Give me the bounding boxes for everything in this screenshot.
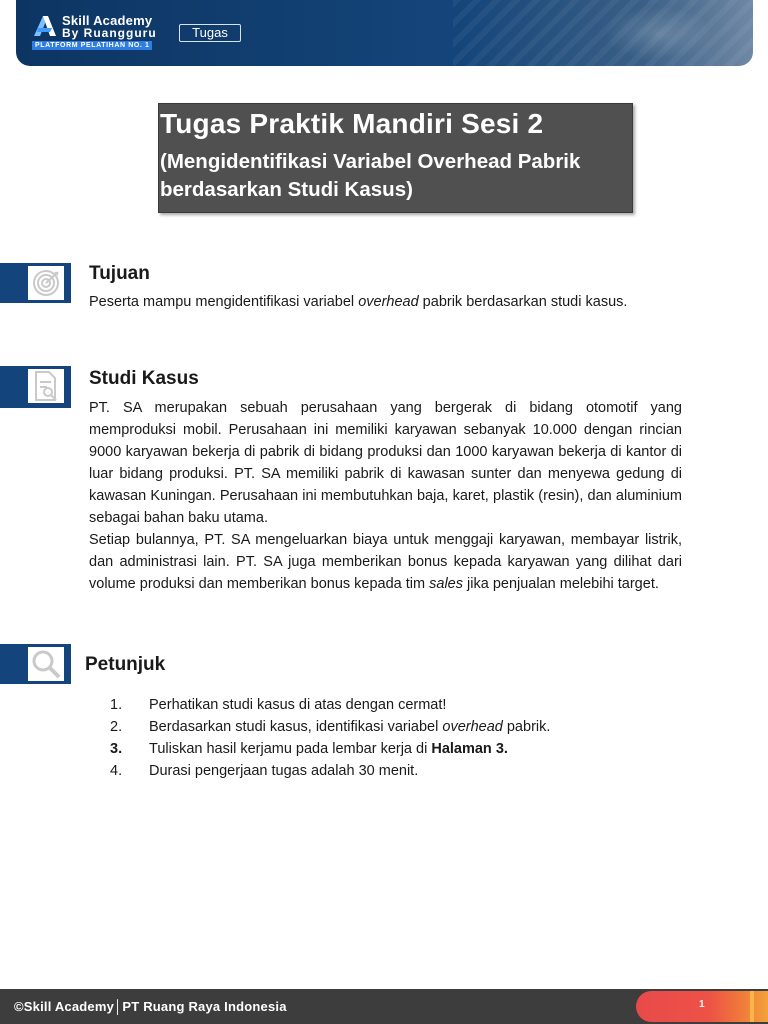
list-item (110, 716, 670, 738)
brand-by: By Ruangguru (62, 26, 157, 40)
tab-tugas[interactable]: Tugas (179, 24, 241, 42)
section-heading-tujuan: Tujuan (89, 263, 150, 284)
list-item-text: Berdasarkan studi kasus, identifikasi variabel overhead pabrik. (149, 719, 551, 735)
list-item-number: 2. (110, 719, 123, 735)
section-heading-studi-kasus: Studi Kasus (89, 368, 199, 389)
page-subtitle: (Mengidentifikasi Variabel Overhead Pabrik berdasarkan Studi Kasus) (160, 150, 581, 201)
document-search-icon (31, 370, 61, 402)
magnifier-icon (30, 648, 62, 680)
footer-bar (0, 989, 768, 1024)
studi-kasus-paragraph-2: Setiap bulannya, PT. SA mengeluarkan biaya untuk menggaji karyawan, membayar listrik, dan administrasi lain. PT. SA juga memberikan bonus kepada karyawan yang dilihat dari volume produksi dan memberikan bonus kepada tim sales jika penjualan melebihi target. (89, 532, 682, 592)
list-item-number: 4. (110, 763, 123, 779)
list-item-text: Perhatikan studi kasus di atas dengan cermat! (149, 697, 447, 713)
list-item-text: Durasi pengerjaan tugas adalah 30 menit. (149, 763, 419, 779)
skill-academy-logo-icon (32, 14, 58, 38)
section-marker-studi-kasus (0, 366, 71, 408)
tujuan-text: Peserta mampu mengidentifikasi variabel overhead pabrik berdasarkan studi kasus. (89, 294, 628, 310)
brand-tagline: PLATFORM PELATIHAN NO. 1 (32, 41, 152, 50)
instruction-list (110, 694, 670, 782)
list-item-number: 1. (110, 697, 123, 713)
section-marker-petunjuk (0, 644, 71, 684)
list-item (110, 738, 670, 760)
header-banner (16, 0, 753, 66)
list-item-number: 3. (110, 741, 123, 757)
list-item-text: Tuliskan hasil kerjamu pada lembar kerja di Halaman 3. (149, 741, 508, 757)
header-decoration (453, 0, 753, 66)
target-icon (31, 268, 61, 298)
section-heading-petunjuk: Petunjuk (85, 654, 166, 675)
section-marker-tujuan (0, 263, 71, 303)
title-box (158, 103, 633, 213)
brand-name: Skill Academy (62, 13, 153, 28)
list-item (110, 694, 670, 716)
footer-copyright: ©Skill Academy│PT Ruang Raya Indonesia (14, 999, 287, 1014)
page-number-pill (636, 991, 768, 1022)
page-number: 1 (699, 999, 705, 1010)
page-title: Tugas Praktik Mandiri Sesi 2 (160, 108, 544, 139)
studi-kasus-paragraph-1: PT. SA merupakan sebuah perusahaan yang bergerak di bidang otomotif yang memproduksi mobil. Perusahaan ini memiliki karyawan sebanyak 10.000 dengan rincian 9000 karyawan bekerja di pabrik di bidang produksi dan 1000 karyawan bekerja di kantor di luar bidang produksi. PT. SA memiliki pabrik di kawasan sunter dan menyewa gedung di kawasan Kuningan. Perusahaan ini membutuhkan baja, karet, plastik (resin), dan aluminium sebagai bahan baku utama. (89, 400, 682, 526)
list-item (110, 760, 670, 782)
studi-kasus-text (89, 397, 682, 595)
